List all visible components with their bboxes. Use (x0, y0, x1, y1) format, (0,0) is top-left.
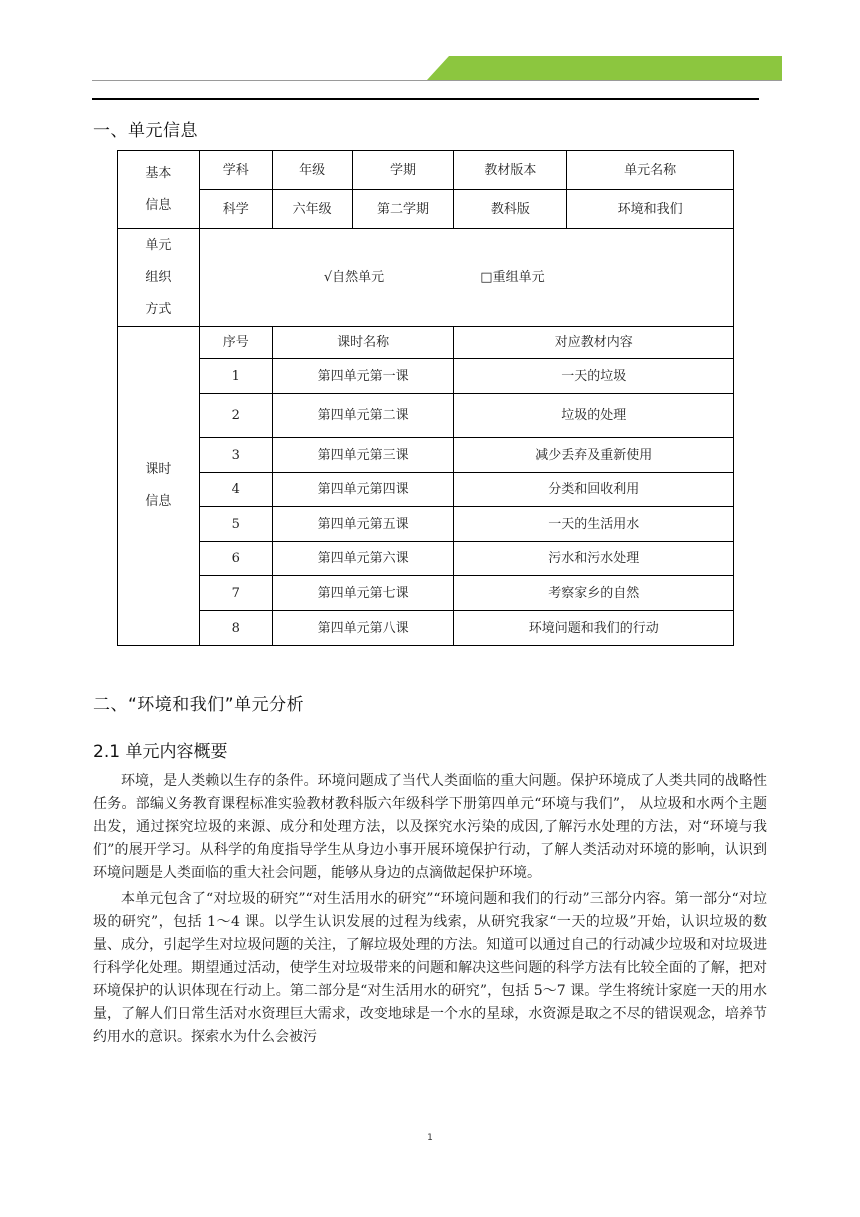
lesson-no: 5 (199, 507, 272, 542)
table-row (118, 394, 734, 438)
lesson-no: 3 (199, 438, 272, 473)
lesson-header-content: 对应教材内容 (454, 327, 734, 359)
lesson-content: 一天的生活用水 (454, 507, 734, 542)
lesson-header-no: 序号 (199, 327, 272, 359)
lesson-name: 第四单元第四课 (272, 473, 454, 507)
page-number: 1 (427, 1133, 433, 1143)
header-thin-rule (92, 80, 782, 81)
section-2-heading: 二、“环境和我们”单元分析 (93, 695, 305, 715)
unit-info-table (117, 150, 734, 646)
lesson-name: 第四单元第一课 (272, 359, 454, 394)
lesson-content: 污水和污水处理 (454, 542, 734, 576)
lesson-content: 减少丢弃及重新使用 (454, 438, 734, 473)
lesson-name: 第四单元第七课 (272, 576, 454, 611)
lesson-no: 2 (199, 394, 272, 438)
table-row (118, 542, 734, 576)
header-term: 学期 (352, 151, 454, 190)
value-unit-name: 环境和我们 (567, 190, 734, 229)
table-row (118, 576, 734, 611)
value-subject: 科学 (199, 190, 272, 229)
lesson-content: 分类和回收利用 (454, 473, 734, 507)
natural-unit-option: √自然单元 (323, 270, 385, 285)
lesson-name: 第四单元第三课 (272, 438, 454, 473)
section-1-heading: 一、单元信息 (93, 121, 198, 141)
regroup-unit-option: □重组单元 (480, 270, 545, 285)
org-mode-options (199, 229, 733, 327)
header-unit-name: 单元名称 (567, 151, 734, 190)
value-edition: 教科版 (454, 190, 567, 229)
lesson-name: 第四单元第六课 (272, 542, 454, 576)
table-row (118, 359, 734, 394)
lesson-header-name: 课时名称 (272, 327, 454, 359)
lesson-content: 一天的垃圾 (454, 359, 734, 394)
lesson-name: 第四单元第二课 (272, 394, 454, 438)
org-mode-label: 单元 组织 方式 (118, 229, 200, 327)
header-subject: 学科 (199, 151, 272, 190)
lesson-no: 6 (199, 542, 272, 576)
lesson-no: 4 (199, 473, 272, 507)
value-term: 第二学期 (352, 190, 454, 229)
table-row (118, 611, 734, 646)
lesson-name: 第四单元第八课 (272, 611, 454, 646)
header-thick-rule (92, 98, 759, 100)
table-row (118, 507, 734, 542)
lesson-content: 考察家乡的自然 (454, 576, 734, 611)
lesson-no: 7 (199, 576, 272, 611)
table-row (118, 438, 734, 473)
lesson-info-label: 课时 信息 (118, 327, 200, 646)
lesson-name: 第四单元第五课 (272, 507, 454, 542)
lesson-content: 垃圾的处理 (454, 394, 734, 438)
header-edition: 教材版本 (454, 151, 567, 190)
basic-info-label: 基本 信息 (118, 151, 200, 229)
table-row (118, 473, 734, 507)
paragraph: 环境，是人类赖以生存的条件。环境问题成了当代人类面临的重大问题。保护环境成了人类共同的战略性任务。部编义务教育课程标准实验教材教科版六年级科学下册第四单元“环境与我们”， 从垃圾和水两个主题出发，通过探究垃圾的来源、成分和处理方法，以及探究水污染的成因,了解污水处理的方法，对“环境与我们”的展开学习。从科学的角度指导学生从身边小事开展环境保护行动，了解人类活动对环境的影响，认识到环境问题是人类面临的重大社会问题，能够从身边的点滴做起保护环境。 (93, 773, 767, 881)
unit-overview-body (93, 770, 767, 1052)
header-grade: 年级 (272, 151, 352, 190)
lesson-no: 8 (199, 611, 272, 646)
paragraph: 本单元包含了“对垃圾的研究”“对生活用水的研究”“环境问题和我们的行动”三部分内容。第一部分“对垃圾的研究”，包括 1～4 课。以学生认识发展的过程为线索，从研究我家“一天的垃圾”开始，认识垃圾的数量、成分，引起学生对垃圾问题的关注，了解垃圾处理的方法。知道可以通过自己的行动减少垃圾和对垃圾进行科学化处理。期望通过活动，使学生对垃圾带来的问题和解决这些问题的科学方法有比较全面的了解，把对环境保护的认识体现在行动上。第二部分是“对生活用水的研究”，包括 5～7 课。学生将统计家庭一天的用水量，了解人们日常生活对水资理巨大需求，改变地球是一个水的星球，水资源是取之不尽的错误观念，培养节约用水的意识。探索水为什么会被污 (93, 891, 767, 1045)
section-2-1-heading: 2.1 单元内容概要 (93, 742, 228, 762)
value-grade: 六年级 (272, 190, 352, 229)
lesson-content: 环境问题和我们的行动 (454, 611, 734, 646)
header-green-band (427, 56, 782, 80)
lesson-no: 1 (199, 359, 272, 394)
